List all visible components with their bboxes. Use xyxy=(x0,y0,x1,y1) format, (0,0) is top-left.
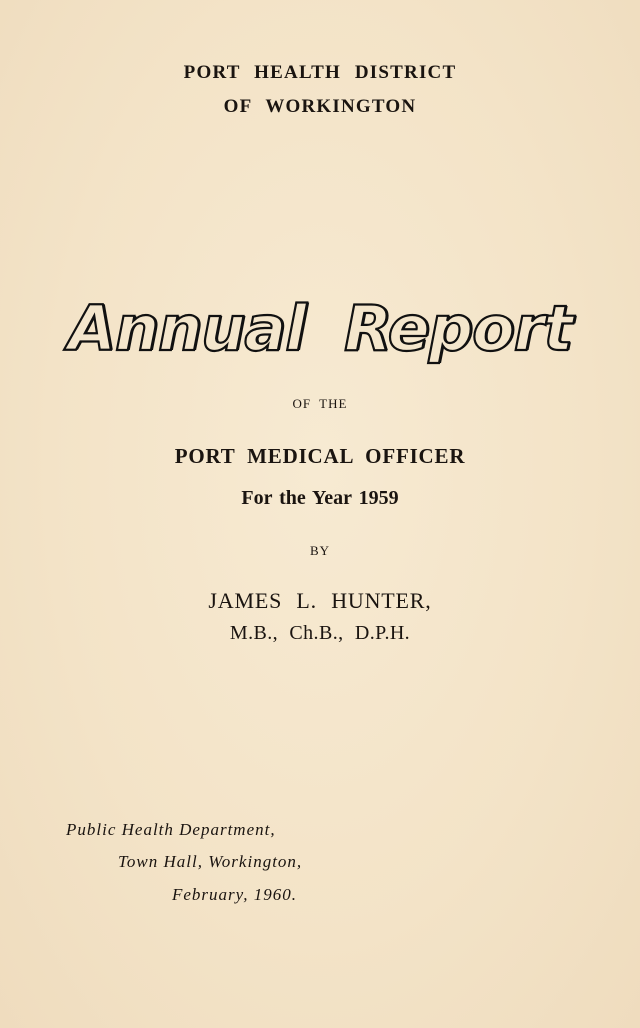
address-line1: Public Health Department, xyxy=(66,820,276,839)
district-heading-line2: OF WORKINGTON xyxy=(223,96,417,117)
officer-title: PORT MEDICAL OFFICER xyxy=(174,444,466,468)
author-name: JAMES L. HUNTER, xyxy=(208,588,432,613)
report-title: Annual Report xyxy=(68,292,572,365)
author-degrees: M.B., Ch.B., D.P.H. xyxy=(229,622,411,644)
address-line2: Town Hall, Workington, xyxy=(118,852,303,871)
address-date: February, 1960. xyxy=(172,885,298,904)
of-the-text: OF THE xyxy=(292,396,348,411)
report-year: For the Year 1959 xyxy=(241,487,399,509)
by-text: BY xyxy=(309,543,331,558)
district-heading-line1: PORT HEALTH DISTRICT xyxy=(183,62,457,83)
